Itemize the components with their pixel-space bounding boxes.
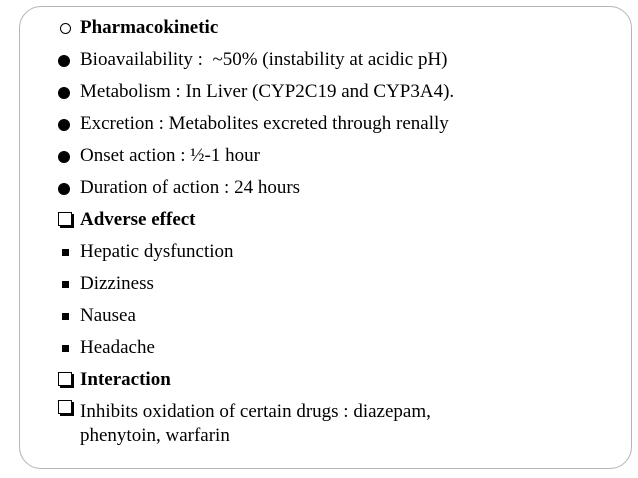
bullet-item [58,44,618,76]
bullet-text: Adverse effect [80,209,196,230]
bullet-text: Bioavailability : ~50% (instability at acidic pH) [80,49,448,70]
small-square-icon [58,300,80,332]
bullet-item [58,172,618,204]
bullet-item [58,396,510,448]
bullet-item [58,300,618,332]
small-square-icon [58,268,80,300]
bullet-text: Dizziness [80,273,154,294]
bullet-text: Inhibits oxidation of certain drugs : diazepam, phenytoin, warfarin [80,401,431,446]
small-square-icon [58,236,80,268]
bullet-text: Metabolism : In Liver (CYP2C19 and CYP3A4). [80,81,455,102]
bullet-item [58,108,618,140]
filled-disc-icon [58,44,80,76]
filled-disc-icon [58,172,80,204]
bullet-text: Duration of action : 24 hours [80,177,301,198]
filled-disc-icon [58,76,80,108]
bullet-item [58,268,618,300]
bullet-list [58,12,618,448]
bullet-text: Pharmacokinetic [80,17,219,38]
bullet-item [58,12,618,44]
bullet-text: Onset action : ½-1 hour [80,145,260,166]
bullet-item [58,332,618,364]
small-square-icon [58,332,80,364]
bullet-item [58,204,618,236]
filled-disc-icon [58,108,80,140]
checkbox-icon [58,204,80,236]
bullet-item [58,236,618,268]
bullet-item [58,364,618,396]
filled-disc-icon [58,140,80,172]
bullet-item [58,140,618,172]
bullet-text: Interaction [80,369,171,390]
bullet-text: Headache [80,337,155,358]
bullet-item [58,76,618,108]
bullet-text: Excretion : Metabolites excreted through renally [80,113,449,134]
bullet-text: Nausea [80,305,136,326]
checkbox-icon [58,392,80,424]
bullet-text: Hepatic dysfunction [80,241,234,262]
circle-outline-icon [58,12,80,44]
